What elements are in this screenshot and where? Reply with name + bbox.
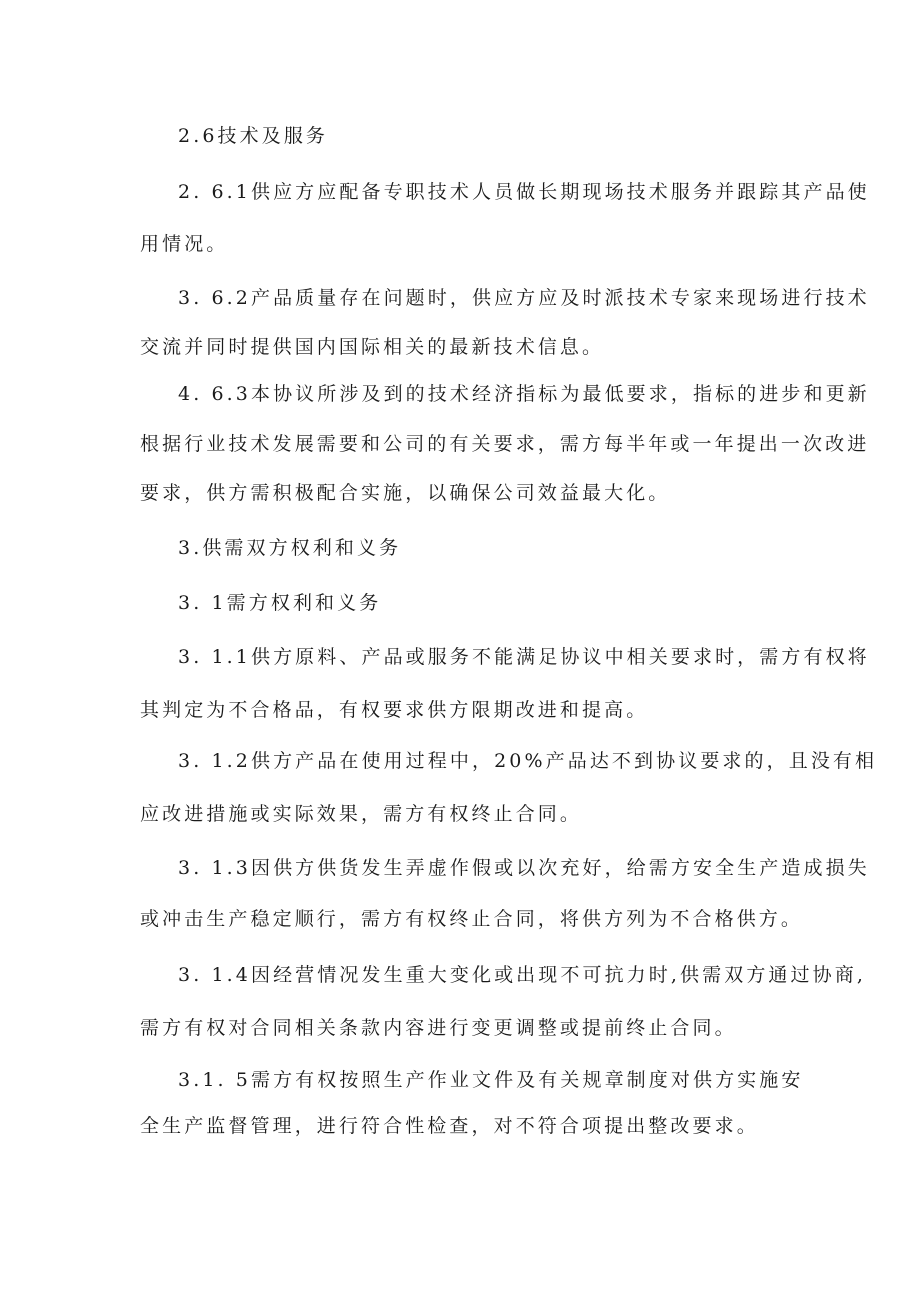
para-6-2-line-2: 交流并同时提供国内国际相关的最新技术信息。: [140, 336, 605, 358]
para-6-3-line-2: 根据行业技术发展需要和公司的有关要求，需方每半年或一年提出一次改进: [140, 433, 870, 455]
heading-2-6: 2.6技术及服务: [178, 125, 329, 147]
para-3-1-3-line-2: 或冲击生产稳定顺行，需方有权终止合同，将供方列为不合格供方。: [140, 908, 804, 930]
para-2-6-1-line-1: 2. 6.1供应方应配备专职技术人员做长期现场技术服务并跟踪其产品使: [178, 181, 870, 203]
para-3-1-5-line-2: 全生产监督管理，进行符合性检查，对不符合项提出整改要求。: [140, 1115, 759, 1137]
para-3-1-2-line-2: 应改进措施或实际效果，需方有权终止合同。: [140, 803, 583, 825]
para-3-1-1-line-2: 其判定为不合格品，有权要求供方限期改进和提高。: [140, 699, 649, 721]
para-3-1-5-line-1: 3.1. 5需方有权按照生产作业文件及有关规章制度对供方实施安: [178, 1069, 804, 1091]
para-6-3-line-3: 要求，供方需积极配合实施，以确保公司效益最大化。: [140, 482, 671, 504]
para-3-1-2-line-1: 3. 1.2供方产品在使用过程中，20%产品达不到协议要求的，且没有相: [178, 750, 878, 772]
para-3-1-1-line-1: 3. 1.1供方原料、产品或服务不能满足协议中相关要求时，需方有权将: [178, 646, 870, 668]
para-3-1-3-line-1: 3. 1.3因供方供货发生弄虚作假或以次充好，给需方安全生产造成损失: [178, 857, 870, 879]
para-2-6-1-line-2: 用情况。: [140, 233, 229, 255]
heading-3-1: 3. 1需方权利和义务: [178, 592, 382, 614]
para-3-1-4-line-2: 需方有权对合同相关条款内容进行变更调整或提前终止合同。: [140, 1017, 737, 1039]
heading-3: 3.供需双方权利和义务: [178, 537, 402, 559]
para-6-3-line-1: 4. 6.3本协议所涉及到的技术经济指标为最低要求，指标的进步和更新: [178, 383, 870, 405]
para-6-2-line-1: 3. 6.2产品质量存在问题时，供应方应及时派技术专家来现场进行技术: [178, 287, 870, 309]
para-3-1-4-line-1: 3. 1.4因经营情况发生重大变化或出现不可抗力时,供需双方通过协商,: [178, 964, 866, 986]
